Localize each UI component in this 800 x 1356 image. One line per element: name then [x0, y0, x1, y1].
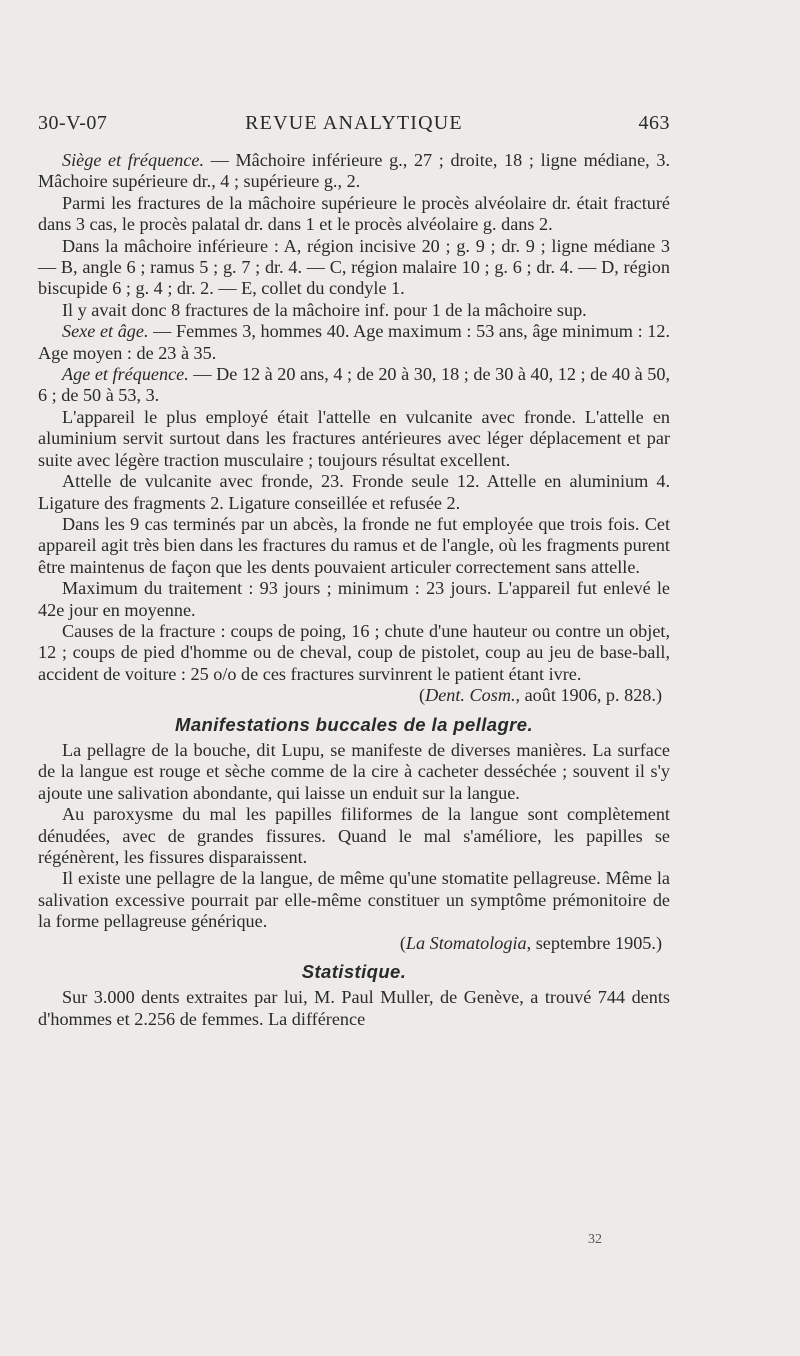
paragraph: [38, 471, 670, 514]
paragraph-text: — De 12 à 20 ans, 4 ; de 20 à 30, 18 ; de 30 à 40, 12 ; de 40 à 50, 6 ; de 50 à 53, 3.: [38, 364, 670, 406]
paragraph-text: Dans les 9 cas terminés par un abcès, la fronde ne fut employée que trois fois. Cet appareil agit très bien dans les fractures du ramus et de l'angle, où les fragments purent être maintenus de façon que les dents pouvaient articuler correctement sans attelle.: [38, 513, 670, 577]
citation-rest: , août 1906, p. 828.): [515, 685, 662, 706]
paragraph-text: Maximum du traitement : 93 jours ; minimum : 23 jours. L'appareil fut enlevé le 42e jour en moyenne.: [38, 578, 670, 620]
paragraph: [38, 621, 670, 685]
paragraph-text: Dans la mâchoire inférieure : A, région incisive 20 ; g. 9 ; dr. 9 ; ligne médiane 3 — B, angle 6 ; ramus 5 ; g. 7 ; dr. 4. — C, région malaire 10 ; g. 6 ; dr. 4. — D, région biscupide 6 ; g. 4 ; dr. 2. — E, collet du condyle 1.: [38, 235, 670, 299]
paragraph: [38, 407, 670, 471]
paragraph: [38, 578, 670, 621]
paragraph: [38, 150, 670, 193]
header-title: REVUE ANALYTIQUE: [245, 112, 463, 134]
citation-open: (: [419, 685, 426, 706]
paragraph: [38, 193, 670, 236]
citation-open: (: [399, 932, 406, 953]
paragraph-lead: Age et fréquence.: [62, 364, 189, 385]
signature-mark: 32: [588, 1232, 602, 1247]
paragraph-text: L'appareil le plus employé était l'attelle en vulcanite avec fronde. L'attelle en aluminium servit surtout dans les fractures antérieures avec léger déplacement et par suite avec légère traction musculaire ; toujours résultat excellent.: [38, 406, 670, 470]
page-number: 463: [638, 112, 670, 134]
paragraph: [38, 804, 670, 868]
paragraph-text: Parmi les fractures de la mâchoire supérieure le procès alvéolaire dr. était fracturé dans 3 cas, le procès palatal dr. dans 1 et le procès alvéolaire g. dans 2.: [38, 192, 670, 235]
header-date: 30-V-07: [38, 112, 108, 134]
paragraph-lead: Siège et fréquence.: [62, 150, 205, 170]
paragraph-lead: Sexe et âge.: [62, 321, 149, 342]
paragraph: [38, 868, 670, 932]
paragraph: [38, 236, 670, 300]
section-heading: Statistique.: [301, 961, 407, 983]
paragraph-text: — Mâchoire inférieure g., 27 ; droite, 18 ; ligne médiane, 3. Mâchoire supérieure dr., 4 ; supérieure g., 2.: [38, 150, 670, 192]
paragraph-text: Il y avait donc 8 fractures de la mâchoire inf. pour 1 de la mâchoire sup.: [62, 299, 587, 320]
citation-source: La Stomatologia: [405, 932, 527, 953]
paragraph-text: Causes de la fracture : coups de poing, 16 ; chute d'une hauteur ou contre un objet, 12 ; coups de pied d'homme ou de cheval, coup de pistolet, coup au jeu de base-ball, accident de voiture : 25 o/o de ces fractures survinrent le patient étant ivre.: [38, 620, 670, 684]
citation: [38, 685, 670, 706]
paragraph-text: Sur 3.000 dents extraites par lui, M. Paul Muller, de Genève, a trouvé 744 dents d'hommes et 2.256 de femmes. La différence: [38, 987, 670, 1029]
citation-source: Dent. Cosm.: [425, 685, 516, 706]
paragraph: [38, 514, 670, 578]
body-text: [38, 150, 670, 1030]
paragraph-text: Il existe une pellagre de la langue, de même qu'une stomatite pellagreuse. Même la salivation excessive pourrait par elle-même constituer un symptôme prémonitoire de la forme pellagreuse générique.: [38, 868, 670, 932]
running-header: [38, 112, 670, 142]
citation-rest: , septembre 1905.): [526, 932, 662, 953]
citation: [38, 933, 670, 954]
paragraph: [38, 740, 670, 804]
paragraph-text: Attelle de vulcanite avec fronde, 23. Fronde seule 12. Attelle en aluminium 4. Ligature des fragments 2. Ligature conseillée et refusée 2.: [38, 471, 670, 513]
paragraph: [38, 364, 670, 407]
paragraph-text: Au paroxysme du mal les papilles filiformes de la langue sont complètement dénudées, avec de grandes fissures. Quand le mal s'améliore, les papilles se régénèrent, les fissures disparaissent.: [38, 804, 670, 867]
paragraph-text: La pellagre de la bouche, dit Lupu, se manifeste de diverses manières. La surface de la langue est rouge et sèche comme de la cire à cacheter desséchée ; souvent il s'y ajoute une salivation abondante, qui laisse un enduit sur la langue.: [38, 739, 670, 803]
paragraph: [38, 321, 670, 364]
paragraph-text: — Femmes 3, hommes 40. Age maximum : 53 ans, âge minimum : 12. Age moyen : de 23 à 35.: [38, 321, 671, 363]
paragraph: [38, 300, 670, 321]
paragraph: [38, 987, 670, 1030]
section-heading: Manifestations buccales de la pellagre.: [175, 713, 533, 735]
